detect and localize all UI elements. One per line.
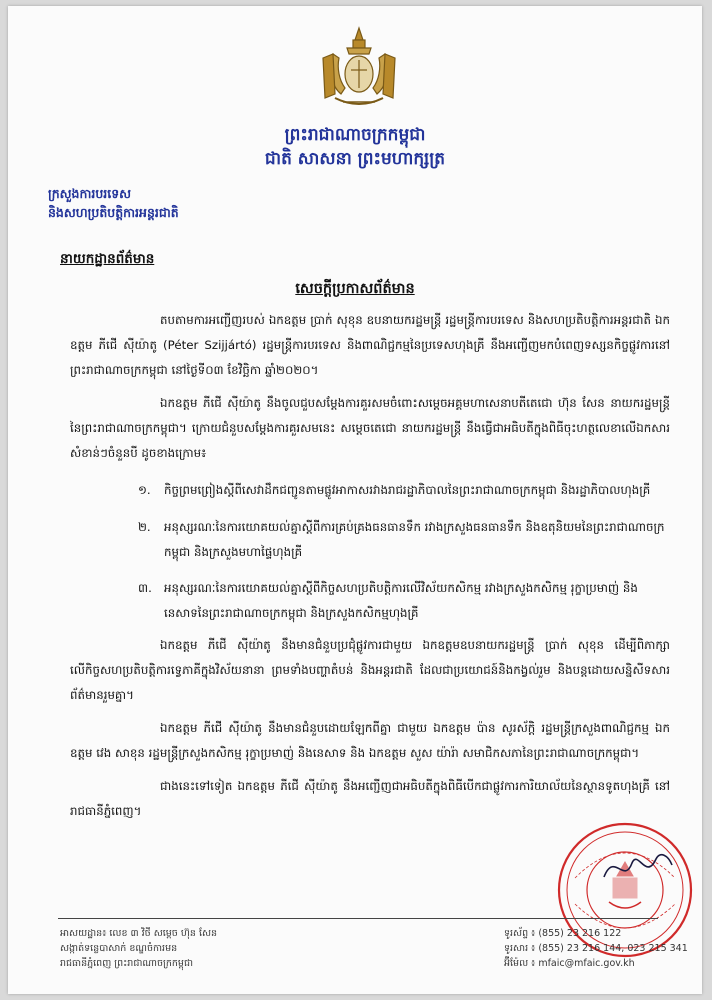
list-item: [138, 478, 670, 503]
list-item-text: កិច្ចព្រមព្រៀងស្តីពីសេវាដឹកជញ្ជូនតាមផ្លូវអាកាសរវាងរាជរដ្ឋាភិបាលនៃព្រះរាជាណាចក្រកម្ពុជា និងរដ្ឋាភិបាលហុងគ្រី: [164, 482, 651, 497]
footer-address: [60, 926, 217, 971]
document-title: សេចក្តីប្រកាសព័ត៌មាន: [295, 281, 415, 297]
list-item-number: ១.: [138, 482, 151, 497]
royal-emblem-icon: [313, 24, 405, 114]
paragraph: ឯកឧត្តម ភីជើ ស៊ីយ៉ាតូ នឹងមានជំនួបប្រជុំផ្លូវការជាមួយ ឯកឧត្តមឧបនាយករដ្ឋមន្ត្រី ប្រាក់ សុខុន ដើម្បីពិភាក្សាលើកិច្ចសហប្រតិបត្តិការទ្វេភាគីក្នុងវិស័យនានា ព្រមទាំងបញ្ហាតំបន់ និងអន្តរជាតិ ដែលជាប្រយោជន៍និងកង្វល់រួម និងបន្តដោយសន្និសីទសារព័ត៌មានរួមគ្នា។: [70, 638, 670, 703]
paragraph: ជាងនេះទៅទៀត ឯកឧត្តម ភីជើ ស៊ីយ៉ាតូ នឹងអញ្ជើញជាអធិបតីក្នុងពិធីបើកជាផ្លូវការការិយាល័យនៃស្ថានទូតហុងគ្រី នៅរាជធានីភ្នំពេញ។: [70, 779, 670, 819]
national-motto: ជាតិ សាសនា ព្រះមហាក្សត្រ: [264, 149, 446, 169]
paragraph: ឯកឧត្តម ភីជើ ស៊ីយ៉ាតូ នឹងចូលជួបសម្តែងការគួរសមចំពោះសម្តេចអគ្គមហាសេនាបតីតេជោ ហ៊ុន សែន នាយករដ្ឋមន្ត្រីនៃព្រះរាជាណាចក្រកម្ពុជា។ ក្រោយជំនួបសម្តែងការគួរសមនេះ សម្តេចតេជោ នាយករដ្ឋមន្ត្រី នឹងធ្វើជាអធិបតីក្នុងពិធីចុះហត្ថលេខាលើឯកសារសំខាន់ៗចំនួនបី ដូចខាងក្រោម៖: [70, 396, 670, 460]
list-item: [138, 576, 670, 626]
signature-icon: [598, 841, 678, 891]
address-line: រាជធានីភ្នំពេញ ព្រះរាជាណាចក្រកម្ពុជា: [60, 958, 193, 969]
document-body: [70, 308, 670, 832]
document-page: [8, 6, 702, 994]
paragraph: តបតាមការអញ្ជើញរបស់ ឯកឧត្តម ប្រាក់ សុខុន ឧបនាយករដ្ឋមន្ត្រី រដ្ឋមន្ត្រីការបរទេស និងសហប្រតិបត្តិការអន្តរជាតិ ឯកឧត្តម ភីជើ ស៊ីយ៉ាតូ (Péter Szijjártó) រដ្ឋមន្ត្រីការបរទេស និងពាណិជ្ជកម្មនៃប្រទេសហុងគ្រី នឹងអញ្ជើញមកបំពេញទស្សនកិច្ចផ្លូវការនៅព្រះរាជាណាចក្រកម្ពុជា នៅថ្ងៃទី០៣ ខែវិច្ឆិកា ឆ្នាំ២០២០។: [70, 313, 670, 377]
fax-number: ទូរសារ ៖ (855) 23 216 144, 023 215 341: [504, 943, 688, 954]
paragraph: ឯកឧត្តម ភីជើ ស៊ីយ៉ាតូ នឹងមានជំនួបដោយឡែកពីគ្នា ជាមួយ ឯកឧត្តម ប៉ាន សូរស័ក្តិ រដ្ឋមន្ត្រីក្រសួងពាណិជ្ជកម្ម ឯកឧត្តម វេង សាខុន រដ្ឋមន្ត្រីក្រសួងកសិកម្ម រុក្ខាប្រមាញ់ និងនេសាទ និង ឯកឧត្តម សួស យ៉ារ៉ា សមាជិកសភានៃព្រះរាជាណាចក្រកម្ពុជា។: [70, 721, 670, 761]
kingdom-name: ព្រះរាជាណាចក្រកម្ពុជា: [284, 125, 426, 145]
footer-contact: [504, 926, 688, 971]
address-line: សង្កាត់ទន្លេបាសាក់ ខណ្ឌចំការមន: [60, 943, 178, 954]
list-item: [138, 515, 670, 565]
ministry-name: ក្រសួងការបរទេស: [48, 186, 132, 201]
list-item-number: ៣.: [138, 581, 152, 596]
footer-divider: [58, 918, 658, 919]
department-name: នាយកដ្ឋានព័ត៌មាន: [60, 251, 155, 267]
list-item-text: អនុស្សរណៈនៃការយោគយល់គ្នាស្តីពីការគ្រប់គ្រងធនធានទឹក រវាងក្រសួងធនធានទឹក និងឧតុនិយមនៃព្រះរាជាណាចក្រកម្ពុជា និងក្រសួងមហាផ្ទៃហុងគ្រី: [164, 519, 665, 559]
address-line: អាសយដ្ឋាន៖ លេខ ៣ វិថី សម្តេច ហ៊ុន សែន: [60, 928, 218, 939]
list-item-number: ២.: [138, 519, 151, 534]
phone-number: ទូរស័ព្ទ ៖ (855) 23 216 122: [504, 928, 622, 939]
ministry-name-line2: និងសហប្រតិបត្តិការអន្តរជាតិ: [48, 205, 179, 220]
email-address[interactable]: អ៊ីម៉ែល ៖ mfaic@mfaic.gov.kh: [504, 958, 635, 969]
list-item-text: អនុស្សរណៈនៃការយោគយល់គ្នាស្តីពីកិច្ចសហប្រតិបត្តិការលើវិស័យកសិកម្ម រវាងក្រសួងកសិកម្ម រុក្ខាប្រមាញ់ និងនេសាទនៃព្រះរាជាណាចក្រកម្ពុជា និងក្រសួងកសិកម្មហុងគ្រី: [164, 581, 638, 621]
